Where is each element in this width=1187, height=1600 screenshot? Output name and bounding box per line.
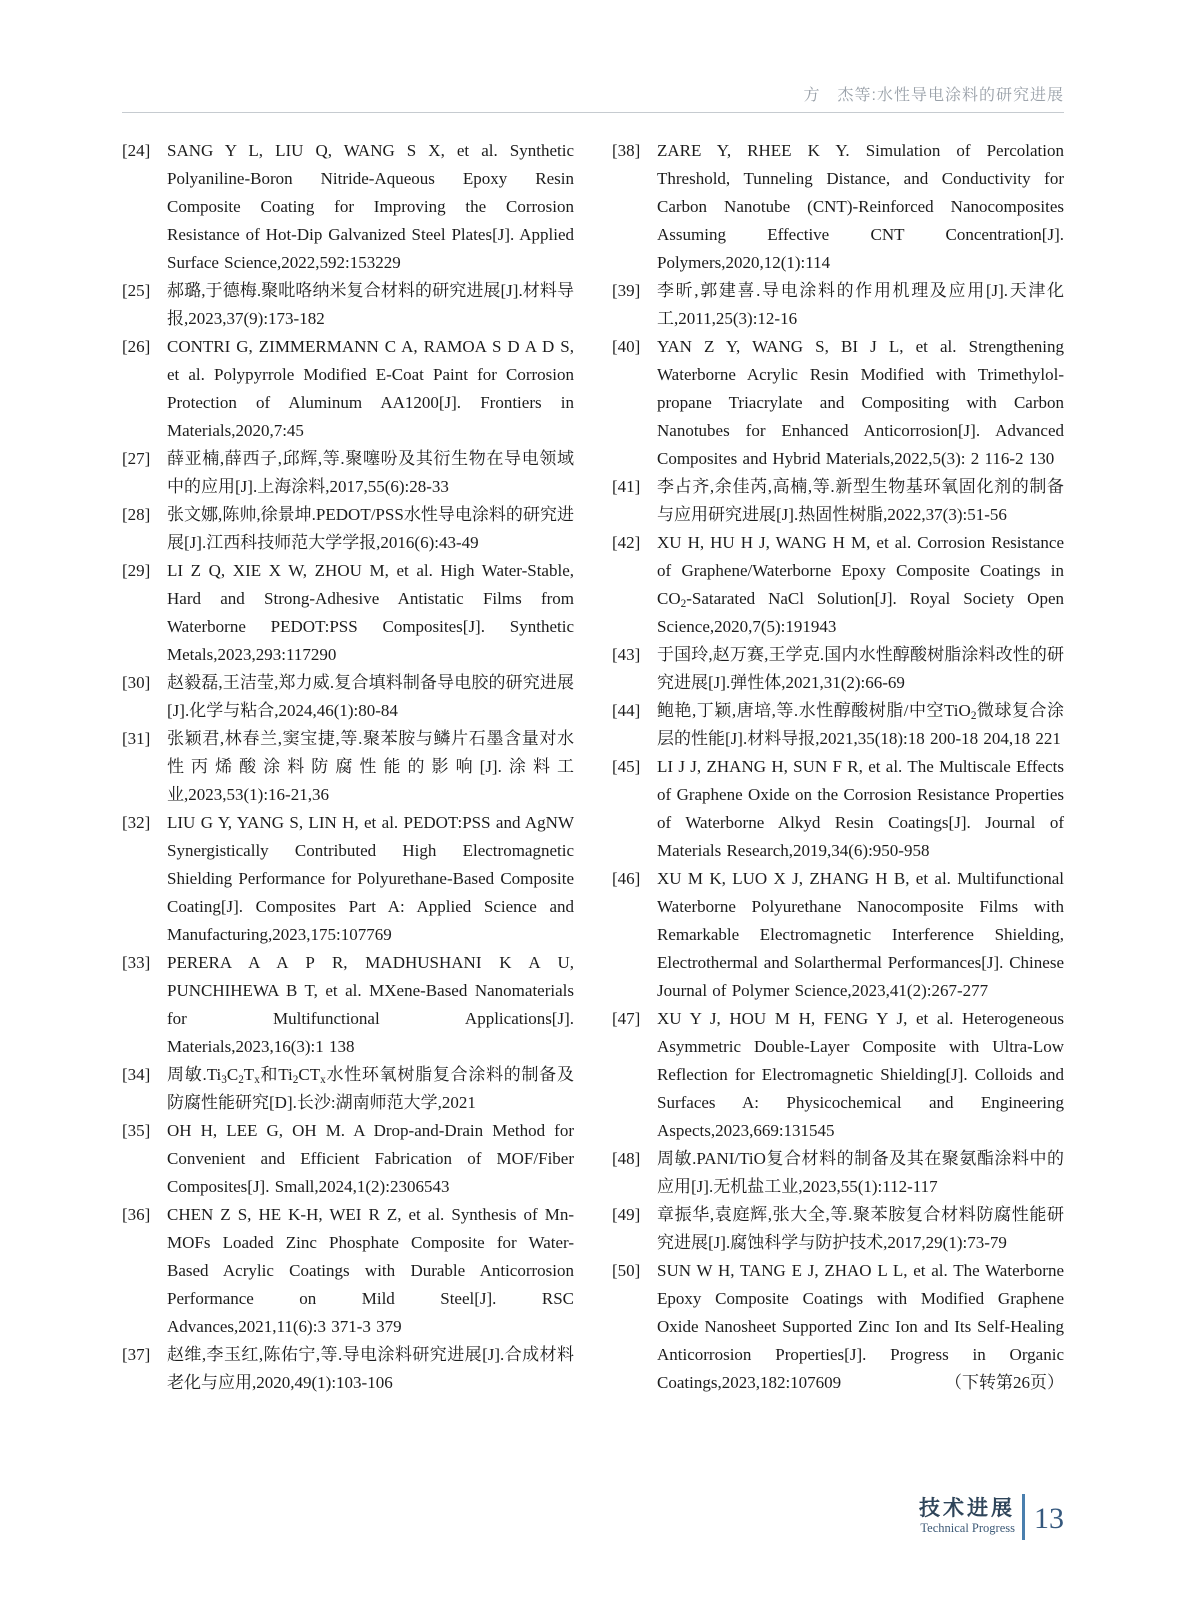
reference-text: 章振华,袁庭辉,张大全,等.聚苯胺复合材料防腐性能研究进展[J].腐蚀科学与防护技术,2017,29(1):73-79	[657, 1205, 1064, 1252]
reference-item	[612, 137, 1064, 277]
reference-item	[122, 1061, 574, 1117]
reference-number: [38]	[612, 141, 641, 160]
reference-text: 周敏$.Ti_3C_2T_x$和$Ti_2CT_x$水性环氧树脂复合涂料的制备及防腐性能研究[D].长沙:湖南师范大学,2021	[167, 1065, 575, 1112]
references-column-left	[122, 137, 574, 1397]
reference-item	[122, 1117, 574, 1201]
reference-item	[612, 1201, 1064, 1257]
reference-number: [39]	[612, 281, 641, 300]
reference-item	[612, 1257, 1064, 1397]
reference-number: [36]	[122, 1205, 151, 1224]
header-rule	[122, 112, 1064, 113]
reference-text: LIU G Y, YANG S, LIN H, et al. PEDOT:PSS and AgNW Synergistically Contributed High Electromagnetic Shielding Performance for Polyurethane-Based Composite Coating[J]. Composites Part A: Applied Science and Manufacturing,2023,175:107769	[167, 813, 574, 944]
reference-item	[122, 137, 574, 277]
reference-text: 周敏.PANI/TiO复合材料的制备及其在聚氨酯涂料中的应用[J].无机盐工业,2023,55(1):112-117	[657, 1149, 1064, 1196]
reference-text: 李占齐,余佳芮,高楠,等.新型生物基环氧固化剂的制备与应用研究进展[J].热固性树脂,2022,37(3):51-56	[657, 477, 1064, 524]
reference-item	[612, 277, 1064, 333]
reference-text: 李昕,郭建喜.导电涂料的作用机理及应用[J].天津化工,2011,25(3):12-16	[657, 281, 1064, 328]
reference-text: 赵维,李玉红,陈佑宁,等.导电涂料研究进展[J].合成材料老化与应用,2020,49(1):103-106	[167, 1345, 574, 1392]
references-column-right	[612, 137, 1064, 1397]
reference-number: [37]	[122, 1345, 151, 1364]
reference-number: [43]	[612, 645, 641, 664]
reference-item	[122, 277, 574, 333]
reference-number: [49]	[612, 1205, 641, 1224]
reference-item	[122, 949, 574, 1061]
reference-text: XU Y J, HOU M H, FENG Y J, et al. Heterogeneous Asymmetric Double-Layer Composite with Ultra-Low Reflection for Electromagnetic Shielding[J]. Colloids and Surfaces A: Physicochemical and Engineering Aspects,2023,669:131545	[657, 1009, 1064, 1140]
footer-divider-bar	[1022, 1494, 1025, 1540]
reference-text: XU H, HU H J, WANG H M, et al. Corrosion Resistance of Graphene/Waterborne Epoxy Composite Coatings in $CO_2$-Satarated NaCl Solution[J]. Royal Society Open Science,2020,7(5):191943	[657, 533, 1064, 636]
reference-number: [27]	[122, 449, 151, 468]
reference-text: OH H, LEE G, OH M. A Drop-and-Drain Method for Convenient and Efficient Fabrication of MOF/Fiber Composites[J]. Small,2024,1(2):2306543	[167, 1121, 574, 1196]
reference-number: [48]	[612, 1149, 641, 1168]
reference-text: ZARE Y, RHEE K Y. Simulation of Percolation Threshold, Tunneling Distance, and Conductivity for Carbon Nanotube (CNT)-Reinforced Nanocomposites Assuming Effective CNT Concentration[J]. Polymers,2020,12(1):114	[657, 141, 1064, 272]
reference-number: [35]	[122, 1121, 151, 1140]
reference-number: [33]	[122, 953, 151, 972]
reference-item	[122, 809, 574, 949]
reference-number: [40]	[612, 337, 641, 356]
reference-text: 郝璐,于德梅.聚吡咯纳米复合材料的研究进展[J].材料导报,2023,37(9):173-182	[167, 281, 574, 328]
reference-number: [42]	[612, 533, 641, 552]
reference-item	[122, 1201, 574, 1341]
footer-section-labels	[919, 1498, 1015, 1535]
footer-section-title-en: Technical Progress	[920, 1520, 1015, 1535]
reference-text: 鲍艳,丁颖,唐培,等.水性醇酸树脂/中空TiO$_2$微球复合涂层的性能[J].材料导报,2021,35(18):18 200-18 204,18 221	[657, 701, 1064, 748]
reference-item	[122, 1341, 574, 1397]
reference-text: CONTRI G, ZIMMERMANN C A, RAMOA S D A D S, et al. Polypyrrole Modified E-Coat Paint for Corrosion Protection of Aluminum AA1200[J]. Frontiers in Materials,2020,7:45	[167, 337, 574, 440]
reference-item	[122, 445, 574, 501]
reference-item	[612, 473, 1064, 529]
reference-text: XU M K, LUO X J, ZHANG H B, et al. Multifunctional Waterborne Polyurethane Nanocomposite Films with Remarkable Electromagnetic Interference Shielding, Electrothermal and Solarthermal Performances[J]. Chinese Journal of Polymer Science,2023,41(2):267-277	[657, 869, 1064, 1000]
reference-text: CHEN Z S, HE K-H, WEI R Z, et al. Synthesis of Mn-MOFs Loaded Zinc Phosphate Composite for Water-Based Acrylic Coatings with Durable Anticorrosion Performance on Mild Steel[J]. RSC Advances,2021,11(6):3 371-3 379	[167, 1205, 574, 1336]
reference-item	[612, 865, 1064, 1005]
reference-number: [47]	[612, 1009, 641, 1028]
reference-number: [41]	[612, 477, 641, 496]
reference-item	[612, 1145, 1064, 1201]
reference-text: SANG Y L, LIU Q, WANG S X, et al. Synthetic Polyaniline-Boron Nitride-Aqueous Epoxy Resin Composite Coating for Improving the Corrosion Resistance of Hot-Dip Galvanized Steel Plates[J]. Applied Surface Science,2022,592:153229	[167, 141, 574, 272]
reference-item	[122, 669, 574, 725]
reference-item	[612, 697, 1064, 753]
reference-number: [28]	[122, 505, 151, 524]
reference-text: LI J J, ZHANG H, SUN F R, et al. The Multiscale Effects of Graphene Oxide on the Corrosion Resistance Properties of Waterborne Alkyd Resin Coatings[J]. Journal of Materials Research,2019,34(6):950-958	[657, 757, 1064, 860]
reference-number: [32]	[122, 813, 151, 832]
running-title: 方 杰等:水性导电涂料的研究进展	[803, 87, 1064, 104]
reference-text: PERERA A A P R, MADHUSHANI K A U, PUNCHIHEWA B T, et al. MXene-Based Nanomaterials for Multifunctional Applications[J]. Materials,2023,16(3):1 138	[167, 953, 574, 1056]
reference-text: 张文娜,陈帅,徐景坤.PEDOT/PSS水性导电涂料的研究进展[J].江西科技师范大学学报,2016(6):43-49	[167, 505, 574, 552]
reference-text: SUN W H, TANG E J, ZHAO L L, et al. The Waterborne Epoxy Composite Coatings with Modified Graphene Oxide Nanosheet Supported Zinc Ion and Its Self-Healing Anticorrosion Properties[J]. Progress in Organic Coatings,2023,182:107609 （下转第26页）	[657, 1261, 1064, 1392]
reference-text: YAN Z Y, WANG S, BI J L, et al. Strengthening Waterborne Acrylic Resin Modified with Trimethylol-propane Triacrylate and Compositing with Carbon Nanotubes for Enhanced Anticorrosion[J]. Advanced Composites and Hybrid Materials,2022,5(3): 2 116-2 130	[657, 337, 1064, 468]
reference-item	[122, 725, 574, 809]
reference-item	[122, 333, 574, 445]
reference-item	[612, 753, 1064, 865]
references-section	[122, 137, 1064, 1397]
reference-number: [24]	[122, 141, 151, 160]
reference-number: [31]	[122, 729, 151, 748]
footer-section-title-zh: 技术进展	[919, 1497, 1015, 1521]
reference-text: 薛亚楠,薛西子,邱辉,等.聚噻吩及其衍生物在导电领域中的应用[J].上海涂料,2017,55(6):28-33	[167, 449, 574, 496]
reference-item	[612, 529, 1064, 641]
continuation-note: （下转第26页）	[945, 1373, 1064, 1392]
page-header	[122, 82, 1064, 121]
reference-number: [26]	[122, 337, 151, 356]
page-number: 13	[1034, 1502, 1064, 1535]
reference-item	[612, 641, 1064, 697]
reference-text: 赵毅磊,王洁莹,郑力威.复合填料制备导电胶的研究进展[J].化学与粘合,2024,46(1):80-84	[167, 673, 574, 720]
reference-text: LI Z Q, XIE X W, ZHOU M, et al. High Water-Stable, Hard and Strong-Adhesive Antistatic Films from Waterborne PEDOT:PSS Composites[J]. Synthetic Metals,2023,293:117290	[167, 561, 574, 664]
reference-number: [45]	[612, 757, 641, 776]
reference-item	[122, 501, 574, 557]
reference-item	[612, 1005, 1064, 1145]
reference-number: [25]	[122, 281, 151, 300]
reference-item	[612, 333, 1064, 473]
reference-text: 于国玲,赵万赛,王学克.国内水性醇酸树脂涂料改性的研究进展[J].弹性体,2021,31(2):66-69	[657, 645, 1064, 692]
reference-number: [30]	[122, 673, 151, 692]
reference-text: 张颖君,林春兰,窦宝捷,等.聚苯胺与鳞片石墨含量对水性丙烯酸涂料防腐性能的影响[J].涂料工业,2023,53(1):16-21,36	[167, 729, 574, 804]
page-footer	[919, 1494, 1064, 1540]
reference-number: [29]	[122, 561, 151, 580]
reference-number: [50]	[612, 1261, 641, 1280]
reference-number: [34]	[122, 1065, 151, 1084]
reference-number: [46]	[612, 869, 641, 888]
reference-item	[122, 557, 574, 669]
reference-number: [44]	[612, 701, 641, 720]
